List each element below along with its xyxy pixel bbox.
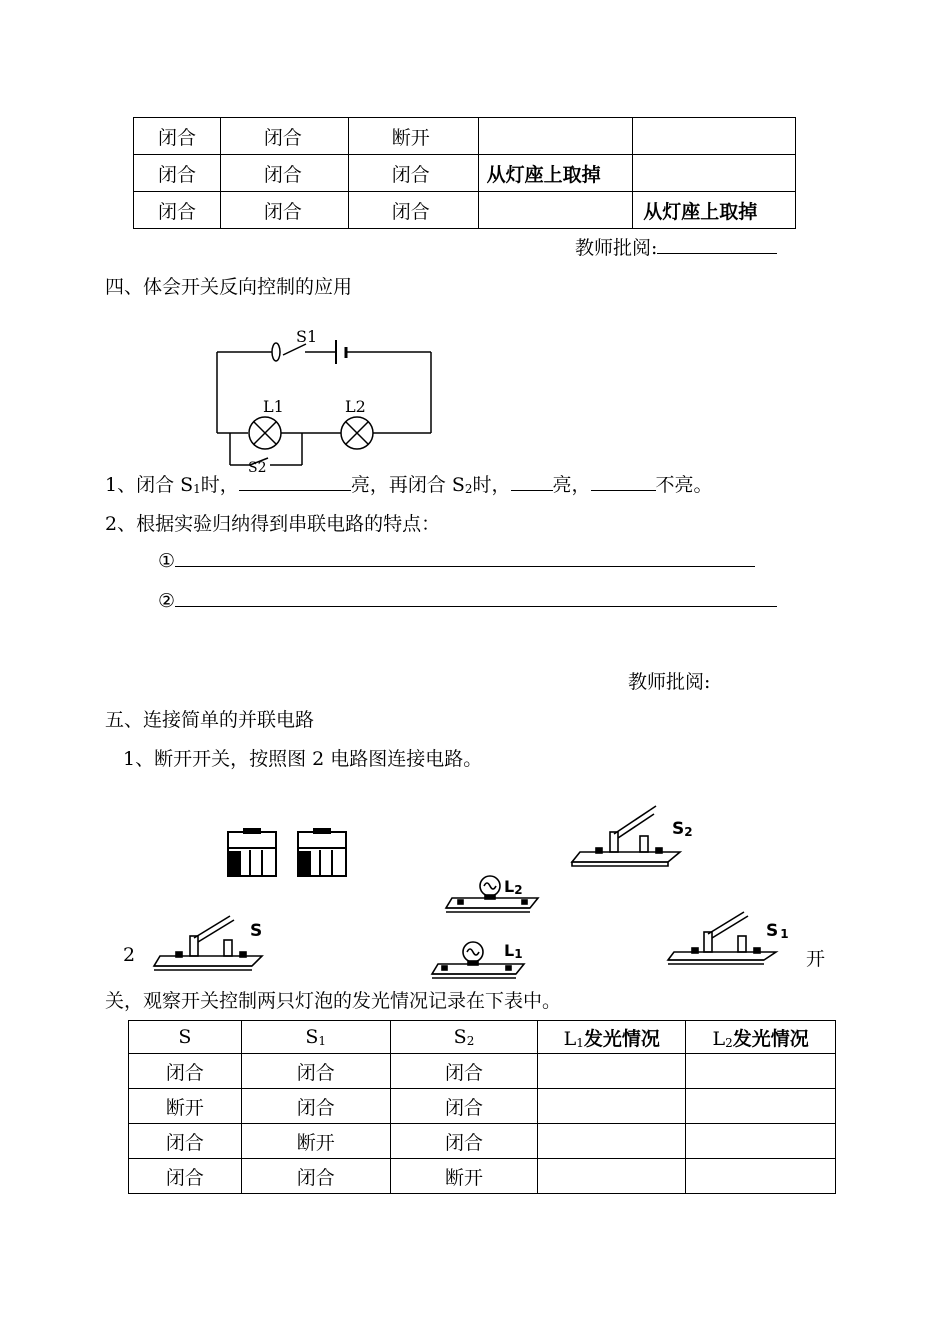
table-cell: 闭合 [390,1054,538,1089]
table-cell: 断开 [390,1159,538,1194]
table-cell[interactable] [538,1159,686,1194]
table-cell: 断开 [241,1124,390,1159]
item-marker: ② [158,590,176,612]
table-cell[interactable] [538,1089,686,1124]
step-2-continued: 关，观察开关控制两只灯泡的发光情况记录在下表中。 [105,990,562,1012]
table-cell: 闭合 [129,1054,242,1089]
table-row [129,1159,836,1194]
table-cell: 闭合 [134,192,221,229]
switch-s1-icon [668,912,776,964]
table-parallel-results [128,1020,836,1194]
table-cell: 闭合 [348,155,478,192]
s-switch-label: S [250,921,263,941]
table-cell[interactable] [686,1089,836,1124]
table-cell: 闭合 [390,1124,538,1159]
answer-blank[interactable] [175,588,777,607]
battery-icon [298,829,346,876]
s2-switch-label: S2 [672,819,693,839]
table-cell: 闭合 [348,192,478,229]
question-2: 2、根据实验归纳得到串联电路的特点： [105,513,441,535]
column-header: $L_1$发光情况 [538,1021,686,1054]
item-marker: ① [158,550,176,572]
l1-label: L1 [263,397,284,416]
table-cell: 闭合 [220,155,348,192]
column-header: $L_2$发光情况 [686,1021,836,1054]
answer-blank[interactable] [175,548,755,567]
lamp-l2-icon [446,876,538,912]
table-cell: 闭合 [241,1159,390,1194]
column-header: S [129,1021,242,1054]
q1-text: 亮， [552,474,591,496]
teacher-review-label: 教师批阅: [575,237,658,259]
table-cell [478,118,633,155]
s1-label: S1 [296,327,318,346]
table-cell: 闭合 [241,1089,390,1124]
table-header-row [129,1021,836,1054]
column-header: $S_1$ [241,1021,390,1054]
table-cell: 断开 [348,118,478,155]
feature-item-1 [158,548,755,572]
answer-blank[interactable] [239,472,351,491]
q1-sub: 1 [193,482,201,496]
table-cell: 从灯座上取掉 [633,192,796,229]
table-cell: 闭合 [390,1089,538,1124]
table-cell[interactable] [538,1054,686,1089]
section5-heading: 五、连接简单的并联电路 [105,709,315,731]
table-cell: 闭合 [220,192,348,229]
q1-text: 时， [200,474,239,496]
q1-text: 时， [472,474,511,496]
l2-lamp-label: L2 [504,877,523,897]
table-cell[interactable] [686,1124,836,1159]
s2-label: S2 [248,460,267,476]
answer-blank[interactable] [591,472,656,491]
q1-text: 1、闭合 S [105,474,194,496]
battery-icon [228,829,276,876]
table-cell [633,118,796,155]
s1-switch-label: S 1 [766,921,789,941]
components-illustration [140,800,820,980]
column-header: $S_2$ [390,1021,538,1054]
table-row [129,1054,836,1089]
table-switch-states-1 [133,117,796,229]
table-row [129,1089,836,1124]
teacher-review-2: 教师批阅: [628,671,711,693]
signature-line [657,235,777,254]
q1-sub: 2 [464,482,473,496]
series-circuit-diagram [200,320,450,480]
table-cell: 闭合 [134,155,221,192]
table-row [134,192,796,229]
table-cell: 闭合 [241,1054,390,1089]
table-row [129,1124,836,1159]
section4-heading: 四、体会开关反向控制的应用 [105,276,353,298]
table-cell: 闭合 [129,1159,242,1194]
table-cell [633,155,796,192]
table-cell: 闭合 [129,1124,242,1159]
step-2-number: 2 [123,944,136,966]
table-row [134,155,796,192]
table-cell[interactable] [686,1159,836,1194]
table-cell [478,192,633,229]
table-cell[interactable] [538,1124,686,1159]
switch-s2-icon [572,806,680,866]
teacher-review-1 [575,233,777,260]
table-cell: 断开 [129,1089,242,1124]
table-row [134,118,796,155]
step-2-tail: 开 [806,948,826,970]
table-cell: 闭合 [134,118,221,155]
switch-s-icon [154,916,262,970]
answer-blank[interactable] [511,472,553,491]
q1-text: 不亮。 [655,474,713,496]
l1-lamp-label: L1 [504,941,523,961]
step-1: 1、断开开关，按照图 2 电路图连接电路。 [123,748,483,770]
question-1 [105,470,713,497]
table-cell: 闭合 [220,118,348,155]
table-cell: 从灯座上取掉 [478,155,633,192]
l2-label: L2 [345,397,366,416]
q1-text: 亮，再闭合 S [350,474,465,496]
table-cell[interactable] [686,1054,836,1089]
feature-item-2 [158,588,777,612]
